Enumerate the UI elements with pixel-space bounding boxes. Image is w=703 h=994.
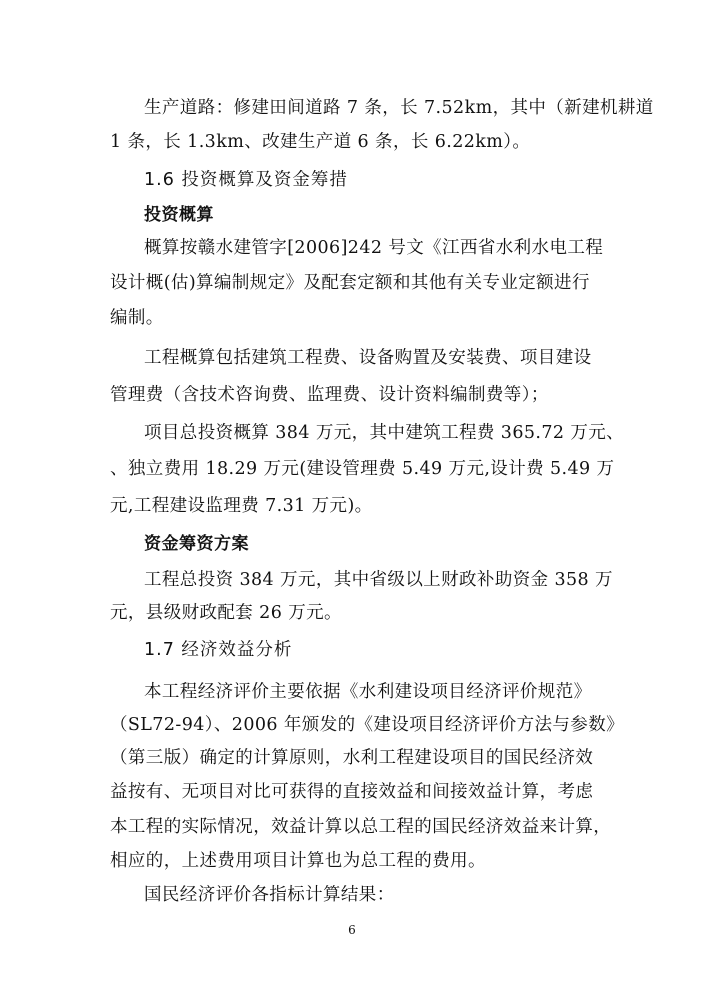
paragraph-line: 工程总投资 384 万元，其中省级以上财政补助资金 358 万: [144, 570, 613, 590]
paragraph-line: （SL72-94）、2006 年颁发的《建设项目经济评价方法与参数》: [110, 715, 625, 735]
paragraph-line: 元，县级财政配套 26 万元。: [110, 603, 342, 623]
section-heading: 1.7 经济效益分析: [144, 640, 293, 660]
paragraph-line: 编制。: [110, 308, 164, 328]
paragraph-line: 相应的，上述费用项目计算也为总工程的费用。: [110, 851, 486, 871]
paragraph-line: 生产道路：修建田间道路 7 条，长 7.52km，其中（新建机耕道: [144, 98, 654, 118]
paragraph-line: 设计概(估)算编制规定》及配套定额和其他有关专业定额进行: [110, 273, 590, 293]
paragraph-line: 项目总投资概算 384 万元，其中建筑工程费 365.72 万元、: [144, 423, 625, 443]
paragraph-line: （第三版）确定的计算原则，水利工程建设项目的国民经济效: [110, 748, 594, 768]
section-heading: 1.6 投资概算及资金筹措: [144, 170, 348, 190]
paragraph-line: 元,工程建设监理费 7.31 万元)。: [110, 496, 373, 516]
paragraph-line: 工程概算包括建筑工程费、设备购置及安装费、项目建设: [144, 348, 592, 368]
page-number: 6: [348, 923, 356, 937]
paragraph-line: 本工程经济评价主要依据《水利建设项目经济评价规范》: [144, 682, 592, 702]
paragraph-line: 本工程的实际情况，效益计算以总工程的国民经济效益来计算，: [110, 817, 612, 837]
subsection-heading: 投资概算: [144, 205, 214, 225]
paragraph-line: 概算按赣水建管字[2006]242 号文《江西省水利水电工程: [144, 238, 604, 258]
paragraph-line: 1 条，长 1.3km、改建生产道 6 条，长 6.22km）。: [110, 132, 531, 152]
subsection-heading: 资金筹资方案: [144, 534, 249, 554]
paragraph-line: 、独立费用 18.29 万元(建设管理费 5.49 万元,设计费 5.49 万: [110, 459, 615, 479]
paragraph-line: 益按有、无项目对比可获得的直接效益和间接效益计算，考虑: [110, 782, 594, 802]
paragraph-line: 国民经济评价各指标计算结果：: [144, 885, 395, 905]
paragraph-line: 管理费（含技术咨询费、监理费、设计资料编制费等）；: [110, 385, 549, 405]
